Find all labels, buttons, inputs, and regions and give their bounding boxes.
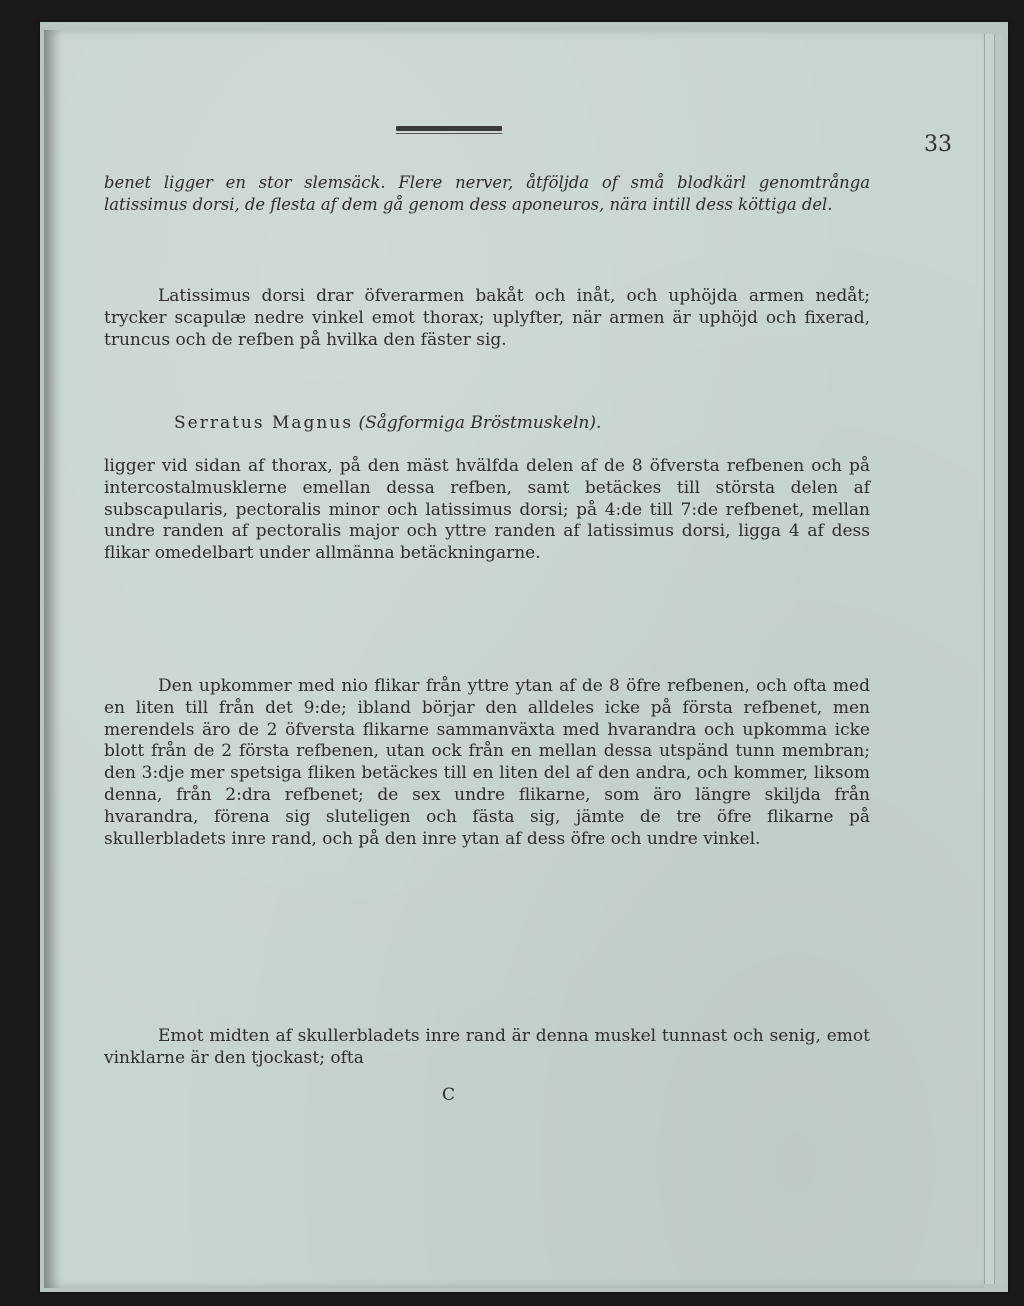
heading-swedish: (Sågformiga Bröstmuskeln). (358, 413, 602, 433)
latissimus-paragraph: Latissimus dorsi drar öfverarmen bakåt och inåt, och uphöjda armen nedåt; trycker scapulæ nedre vinkel emot thorax; uplyfter, när armen är uphöjd och fixerad, truncus och de refben på hvilka den fäster sig. (104, 286, 870, 350)
header-rule (396, 126, 502, 131)
signature-mark: C (442, 1085, 456, 1105)
intro-paragraph: benet ligger en stor slemsäck. Flere nerver, åtföljda of små blodkärl genomtrånga latissimus dorsi, de flesta af dem gå genom dess aponeuros, nära intill dess köttiga del. (104, 173, 870, 215)
page (44, 30, 984, 1288)
upkommer-paragraph: Den upkommer med nio flikar från yttre ytan af de 8 öfre refbenen, och ofta med en liten till från det 9:de; ibland börjar den alldeles icke på första refbenet, men merendels äro de 2 öfversta flikarne sammanväxta med hvarandra och upkomma icke blott från de 2 första refbenen, utan ock från en mellan dessa utspänd tunn membran; den 3:dje mer spetsiga fliken betäckes till en liten del af den andra, och kommer, liksom denna, från 2:dra refbenet; de sex undre flikarne, som äro längre skiljda från hvarandra, förena sig sluteligen och fästa sig, jämte de tre öfre flikarne på skullerbladets inre rand, och på den inre ytan af dess öfre och undre vinkel. (104, 676, 870, 849)
emot-paragraph: Emot midten af skullerbladets inre rand är denna muskel tunnast och senig, emot vinklarne är den tjockast; ofta (104, 1026, 870, 1068)
serratus-paragraph: ligger vid sidan af thorax, på den mäst hvälfda delen af de 8 öfversta refbenen och på intercostalmusklerne emellan dessa refben, samt betäckes till största delen af subscapularis, pectoralis minor och latissimus dorsi; på 4:de till 7:de refbenet, mellan undre randen af pectoralis major och yttre randen af latissimus dorsi, ligga 4 af dess flikar omedelbart under allmänna betäckningarne. (104, 456, 870, 564)
section-heading (174, 412, 601, 434)
heading-latin: Serratus Magnus (174, 413, 354, 433)
page-edge (994, 34, 1003, 1284)
page-number: 33 (924, 132, 952, 157)
